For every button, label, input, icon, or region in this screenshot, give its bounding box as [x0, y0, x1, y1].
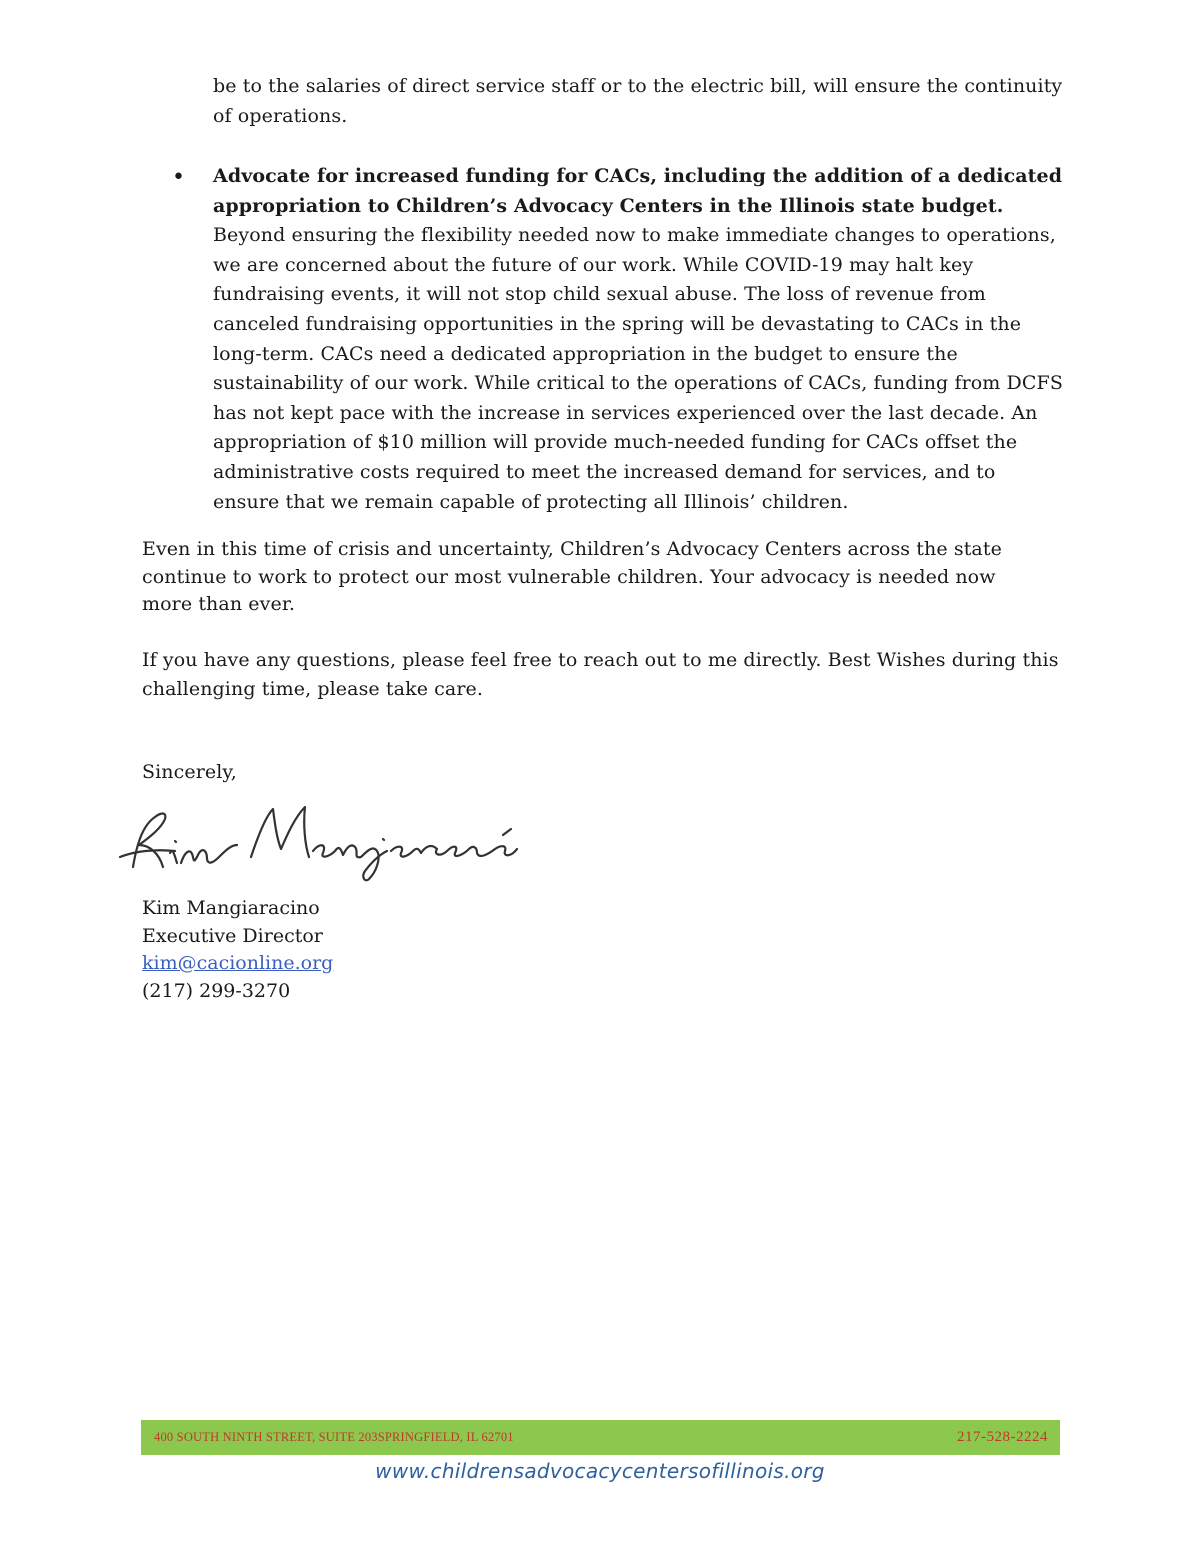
footer-website-link[interactable]: www.childrensadvocacycentersofillinois.org	[375, 1459, 825, 1483]
signoff: Sincerely,	[142, 761, 237, 783]
handwritten-signature	[115, 795, 535, 885]
closing-paragraph-1: Even in this time of crisis and uncertainty, Children’s Advocacy Centers across the state continue to work to protect our most vulnerable children. Your advocacy is needed now more than ever.	[142, 538, 1002, 615]
footer-address: 400 SOUTH NINTH STREET, SUITE 203SPRINGFIELD, IL 62701	[154, 1430, 514, 1444]
bullet-body: Beyond ensuring the flexibility needed now to make immediate changes to operations, we are concerned about the future of our work. While COVID-19 may halt key fundraising events, it will not stop child sexual abuse. The loss of revenue from canceled fundraising opportunities in the spring will be devastating to CACs in the long-term. CACs need a dedicated appropriation in the budget to ensure the sustainability of our work. While critical to the operations of CACs, funding from DCFS has not kept pace with the increase in services experienced over the last decade. An appropriation of $10 million will provide much-needed funding for CACs offset the administrative costs required to meet the increased demand for services, and to ensure that we remain capable of protecting all Illinois’ children.	[213, 224, 1063, 513]
signature-block	[142, 895, 333, 1005]
footer-phone: 217-528-2224	[957, 1429, 1048, 1445]
closing-paragraph-2: If you have any questions, please feel free to reach out to me directly. Best Wishes during this challenging time, please take care.	[142, 649, 1059, 700]
footer-bar	[141, 1420, 1060, 1455]
signer-phone: (217) 299-3270	[142, 979, 291, 1002]
continuation-paragraph: be to the salaries of direct service staff or to the electric bill, will ensure the continuity of operations.	[213, 75, 1063, 127]
signer-email-link[interactable]: kim@cacionline.org	[142, 952, 334, 974]
bullet-item	[213, 162, 1063, 517]
signer-name: Kim Mangiaracino	[142, 897, 320, 919]
signer-title: Executive Director	[142, 924, 323, 947]
bullet-marker: •	[172, 165, 185, 190]
bullet-heading: Advocate for increased funding for CACs, including the addition of a dedicated appropriation to Children’s Advocacy Centers in the Illinois state budget.	[213, 165, 1063, 217]
